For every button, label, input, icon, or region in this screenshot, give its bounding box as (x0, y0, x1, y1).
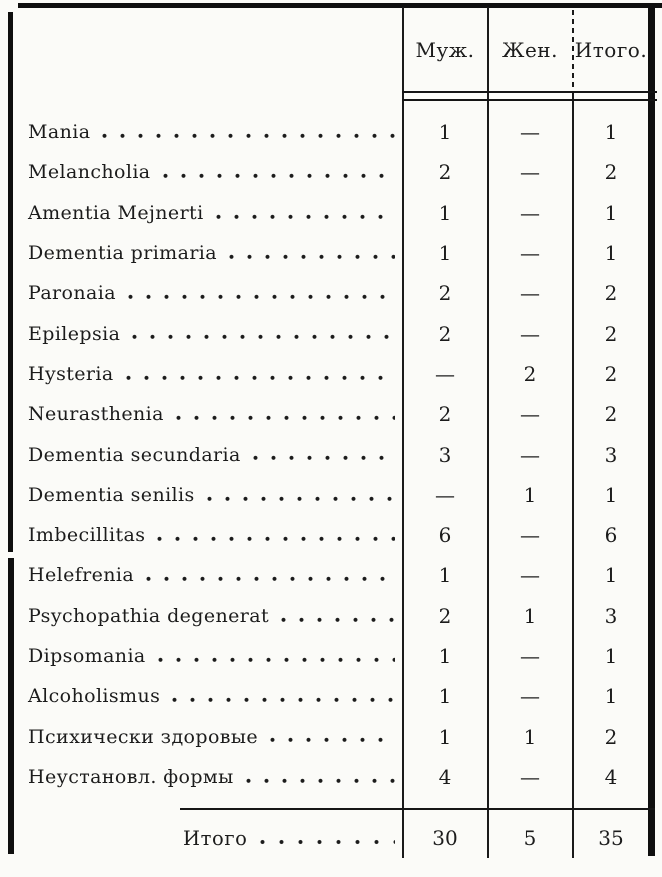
table-row (0, 757, 662, 797)
cell-female: — (520, 120, 540, 145)
totals-female: 5 (523, 826, 537, 850)
diagnosis-label-cell (28, 233, 395, 273)
dot-leader (158, 636, 395, 676)
totals-total: 35 (598, 826, 624, 850)
diagnosis-label-cell (28, 555, 395, 595)
cell-male: 2 (438, 321, 452, 346)
table-row (0, 313, 662, 353)
table-rows (0, 112, 662, 797)
table-row (0, 636, 662, 676)
cell-female: — (520, 442, 540, 467)
dot-leader (146, 555, 395, 595)
diagnosis-label-cell (28, 475, 395, 515)
cell-total: 1 (604, 644, 618, 668)
totals-label: Итого (183, 826, 248, 850)
diagnosis-label: Alcoholismus (28, 685, 161, 708)
cell-total: 2 (604, 160, 618, 185)
cell-total: 1 (604, 200, 618, 225)
dot-leader (260, 812, 396, 864)
diagnosis-label: Dementia senilis (28, 483, 195, 506)
cell-female: — (520, 321, 540, 346)
table-row (0, 394, 662, 434)
diagnosis-label: Helefrenia (28, 564, 135, 587)
cell-male: 1 (438, 684, 452, 709)
diagnosis-label-cell (28, 152, 395, 192)
dot-leader (229, 233, 395, 273)
dot-leader (132, 313, 395, 353)
dot-leader (128, 273, 395, 313)
cell-female: — (520, 563, 540, 588)
table-row (0, 273, 662, 313)
dot-leader (126, 354, 395, 394)
diagnosis-label: Dipsomania (28, 645, 146, 667)
cell-male: 1 (438, 644, 452, 668)
diagnosis-label: Amentia Mejnerti (28, 201, 204, 224)
diagnosis-label-cell (28, 193, 395, 233)
diagnosis-label: Psychopathia degenerat (28, 604, 270, 627)
table-row (0, 475, 662, 515)
table-row (0, 434, 662, 474)
cell-male: 4 (438, 764, 452, 789)
dot-leader (216, 193, 395, 233)
table-row (0, 152, 662, 192)
cell-male: 3 (438, 442, 452, 467)
diagnosis-label: Dementia primaria (28, 242, 218, 265)
table-row (0, 596, 662, 636)
table-row (0, 555, 662, 595)
cell-male: 1 (438, 563, 452, 588)
totals-male: 30 (432, 826, 458, 850)
diagnosis-label-cell (28, 434, 395, 474)
cell-total: 3 (604, 442, 618, 467)
cell-female: — (520, 523, 540, 548)
cell-total: 1 (604, 563, 618, 588)
table-row (0, 354, 662, 394)
table-row (0, 676, 662, 716)
cell-female: — (520, 200, 540, 225)
cell-male: 1 (438, 120, 452, 145)
dot-leader (207, 475, 395, 515)
table-top-border (18, 3, 662, 8)
diagnosis-label: Dementia secundaria (28, 443, 241, 466)
diagnosis-label: Epilepsia (28, 322, 121, 345)
diagnosis-label-cell (28, 112, 395, 152)
diagnosis-label-cell (28, 313, 395, 353)
diagnosis-label: Neurasthenia (28, 403, 164, 426)
cell-total: 2 (604, 361, 618, 386)
cell-total: 1 (604, 482, 618, 507)
diagnosis-label-cell (28, 354, 395, 394)
dot-leader (270, 716, 395, 756)
diagnosis-label-cell (28, 273, 395, 313)
diagnosis-label-cell (28, 716, 395, 756)
cell-male: 1 (438, 200, 452, 225)
dot-leader (281, 596, 395, 636)
diagnosis-label: Неустановл. формы (28, 765, 234, 788)
cell-male: 2 (438, 603, 452, 628)
cell-female: — (520, 644, 540, 668)
cell-female: — (520, 160, 540, 185)
column-header-total: Итого. (574, 38, 648, 62)
cell-female: — (520, 402, 540, 427)
cell-female: 2 (523, 361, 537, 386)
diagnosis-label-cell (28, 596, 395, 636)
diagnosis-label-cell (28, 676, 395, 716)
cell-male: 1 (438, 724, 452, 749)
cell-total: 1 (604, 120, 618, 145)
column-header-female: Жен. (502, 38, 558, 62)
dot-leader (246, 757, 395, 797)
diagnosis-label-cell (28, 636, 395, 676)
diagnosis-label-cell (28, 757, 395, 797)
dot-leader (102, 112, 395, 152)
cell-male: 2 (438, 281, 452, 306)
table-row (0, 515, 662, 555)
cell-female: 1 (523, 482, 537, 507)
cell-total: 1 (604, 241, 618, 266)
header-double-rule (402, 91, 657, 101)
dot-leader (163, 152, 395, 192)
cell-total: 3 (604, 603, 618, 628)
dot-leader (157, 515, 395, 555)
cell-total: 2 (604, 321, 618, 346)
diagnosis-label: Психически здоровые (28, 725, 259, 748)
cell-female: — (520, 281, 540, 306)
totals-row (0, 812, 662, 864)
table-row (0, 112, 662, 152)
cell-total: 1 (604, 684, 618, 709)
column-header-male: Муж. (415, 38, 475, 62)
cell-female: 1 (523, 603, 537, 628)
diagnosis-label-cell (28, 515, 395, 555)
cell-male: 2 (438, 402, 452, 427)
cell-female: — (520, 241, 540, 266)
cell-male: 1 (438, 241, 452, 266)
cell-female: — (520, 684, 540, 709)
cell-female: 1 (523, 724, 537, 749)
table-row (0, 233, 662, 273)
diagnosis-label: Hysteria (28, 362, 114, 385)
diagnosis-label: Melancholia (28, 161, 151, 184)
cell-total: 4 (604, 764, 618, 789)
diagnosis-label-cell (28, 394, 395, 434)
cell-male: 2 (438, 160, 452, 185)
table-row (0, 193, 662, 233)
table-row (0, 716, 662, 756)
dot-leader (253, 434, 395, 474)
cell-total: 2 (604, 281, 618, 306)
cell-total: 6 (604, 523, 618, 548)
dot-leader (172, 676, 395, 716)
dot-leader (176, 394, 395, 434)
totals-label-cell (183, 812, 395, 864)
cell-total: 2 (604, 724, 618, 749)
cell-male: — (435, 361, 455, 386)
cell-female: — (520, 764, 540, 789)
cell-male: — (435, 482, 455, 507)
diagnosis-label: Mania (28, 121, 91, 144)
diagnosis-label: Paronaia (28, 282, 116, 305)
diagnosis-label: Imbecillitas (28, 524, 146, 547)
cell-male: 6 (438, 523, 452, 548)
footer-rule (180, 808, 655, 810)
cell-total: 2 (604, 402, 618, 427)
